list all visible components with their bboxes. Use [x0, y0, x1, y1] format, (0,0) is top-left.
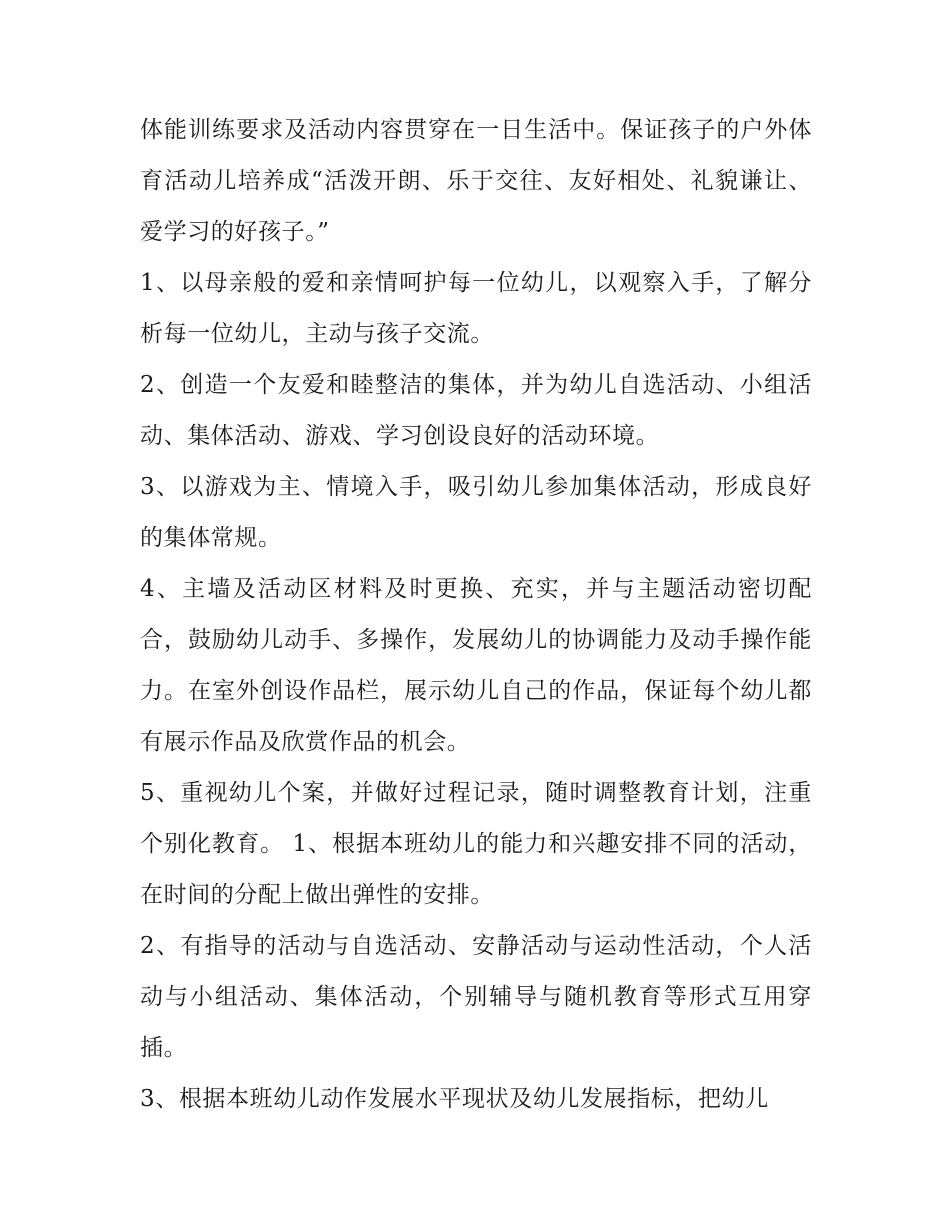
- paragraph-item-3: 3、以游戏为主、情境入手，吸引幼儿参加集体活动，形成良好的集体常规。: [140, 474, 812, 551]
- paragraph-item-1: 1、以母亲般的爱和亲情呵护每一位幼儿，以观察入手，了解分析每一位幼儿，主动与孩子交流。: [140, 270, 812, 347]
- document-body: [140, 105, 812, 1125]
- paragraph-item-2b: 2、有指导的活动与自选活动、安静活动与运动性活动，个人活动与小组活动、集体活动，个别辅导与随机教育等形式互用穿插。: [140, 933, 812, 1061]
- paragraph-item-2: 2、创造一个友爱和睦整洁的集体，并为幼儿自选活动、小组活动、集体活动、游戏、学习创设良好的活动环境。: [140, 372, 812, 449]
- paragraph-item-5: 5、重视幼儿个案，并做好过程记录，随时调整教育计划，注重个别化教育。 1、根据本班幼儿的能力和兴趣安排不同的活动，在时间的分配上做出弹性的安排。: [140, 780, 812, 908]
- paragraph-item-4: 4、主墙及活动区材料及时更换、充实，并与主题活动密切配合，鼓励幼儿动手、多操作，发展幼儿的协调能力及动手操作能力。在室外创设作品栏，展示幼儿自己的作品，保证每个幼儿都有展示作品及欣赏作品的机会。: [140, 576, 812, 755]
- paragraph-item-3b: 3、根据本班幼儿动作发展水平现状及幼儿发展指标，把幼儿: [140, 1086, 769, 1112]
- paragraph-intro: 体能训练要求及活动内容贯穿在一日生活中。保证孩子的户外体育活动儿培养成“活泼开朗、乐于交往、友好相处、礼貌谦让、爱学习的好孩子。”: [140, 117, 812, 245]
